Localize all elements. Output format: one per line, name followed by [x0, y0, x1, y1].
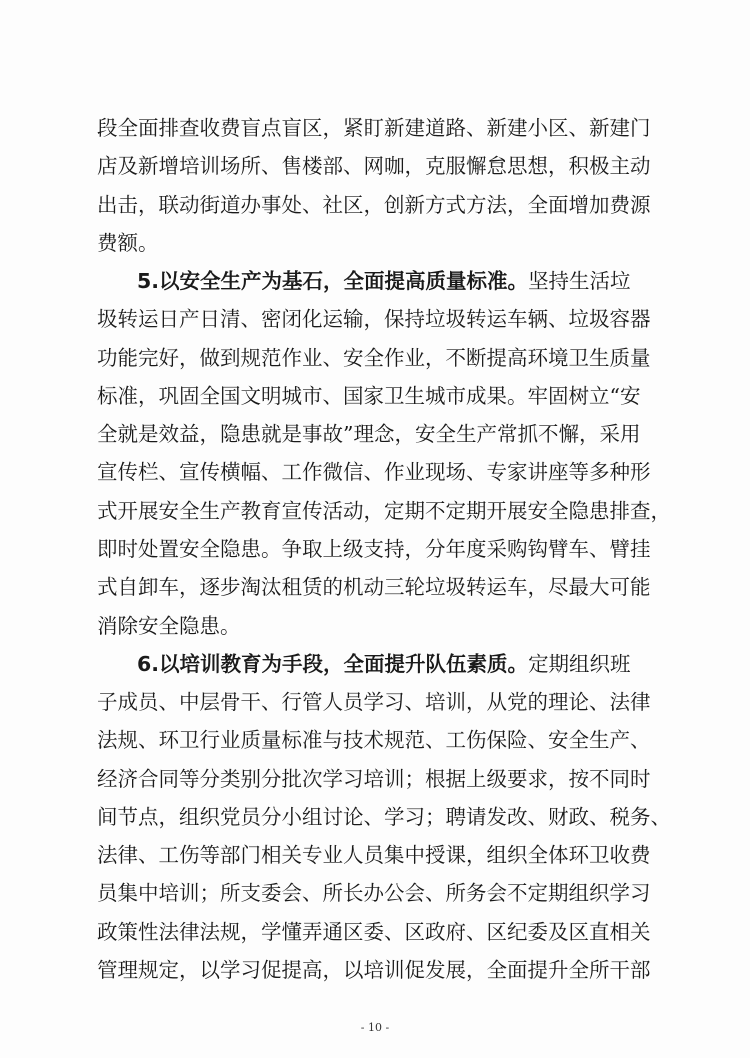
section-heading: 6.以培训教育为手段，全面提升队伍素质。	[137, 652, 529, 676]
body-line: 功能完好，做到规范作业、安全作业，不断提高环境卫生质量	[97, 346, 651, 370]
body-line: 出击，联动街道办事处、社区，创新方式方法，全面增加费源	[97, 193, 651, 217]
body-text: 坚持生活垃	[528, 269, 631, 293]
body-line: 员集中培训；所支委会、所长办公会、所务会不定期组织学习	[97, 881, 651, 905]
body-line: 圾转运日产日清、密闭化运输，保持垃圾转运车辆、垃圾容器	[97, 307, 651, 331]
body-line: 经济合同等分类别分批次学习培训；根据上级要求，按不同时	[97, 767, 651, 791]
body-line: 宣传栏、宣传横幅、工作微信、作业现场、专家讲座等多种形	[97, 460, 651, 484]
body-line: 费额。	[97, 231, 159, 255]
body-line: 消除安全隐患。	[97, 614, 241, 638]
body-line: 法律、工伤等部门相关专业人员集中授课，组织全体环卫收费	[97, 843, 651, 867]
section-heading: 5.以安全生产为基石，全面提高质量标准。	[137, 269, 529, 293]
body-line: 式开展安全生产教育宣传活动，定期不定期开展安全隐患排查，	[97, 499, 671, 523]
body-line: 法规、环卫行业质量标准与技术规范、工伤保险、安全生产、	[97, 728, 651, 752]
body-line: 间节点，组织党员分小组讨论、学习；聘请发改、财政、税务、	[97, 805, 671, 829]
body-line: 管理规定，以学习促提高，以培训促发展，全面提升全所干部	[97, 958, 651, 982]
page-number: - 10 -	[360, 1021, 390, 1034]
body-text: 定期组织班	[528, 652, 631, 676]
section-heading-line	[137, 644, 631, 684]
body-line: 店及新增培训场所、售楼部、网咖，克服懈怠思想，积极主动	[97, 154, 651, 178]
body-line: 式自卸车，逐步淘汰租赁的机动三轮垃圾转运车，尽最大可能	[97, 575, 651, 599]
section-heading-line	[137, 261, 631, 301]
body-line: 全就是效益，隐患就是事故”理念，安全生产常抓不懈，采用	[97, 422, 641, 446]
body-line: 段全面排查收费盲点盲区，紧盯新建道路、新建小区、新建门	[97, 116, 651, 140]
body-line: 子成员、中层骨干、行管人员学习、培训，从党的理论、法律	[97, 690, 651, 714]
body-line: 标准，巩固全国文明城市、国家卫生城市成果。牢固树立“安	[97, 384, 641, 408]
body-line: 即时处置安全隐患。争取上级支持，分年度采购钩臂车、臂挂	[97, 537, 651, 561]
body-line: 政策性法律法规，学懂弄通区委、区政府、区纪委及区直相关	[97, 920, 651, 944]
